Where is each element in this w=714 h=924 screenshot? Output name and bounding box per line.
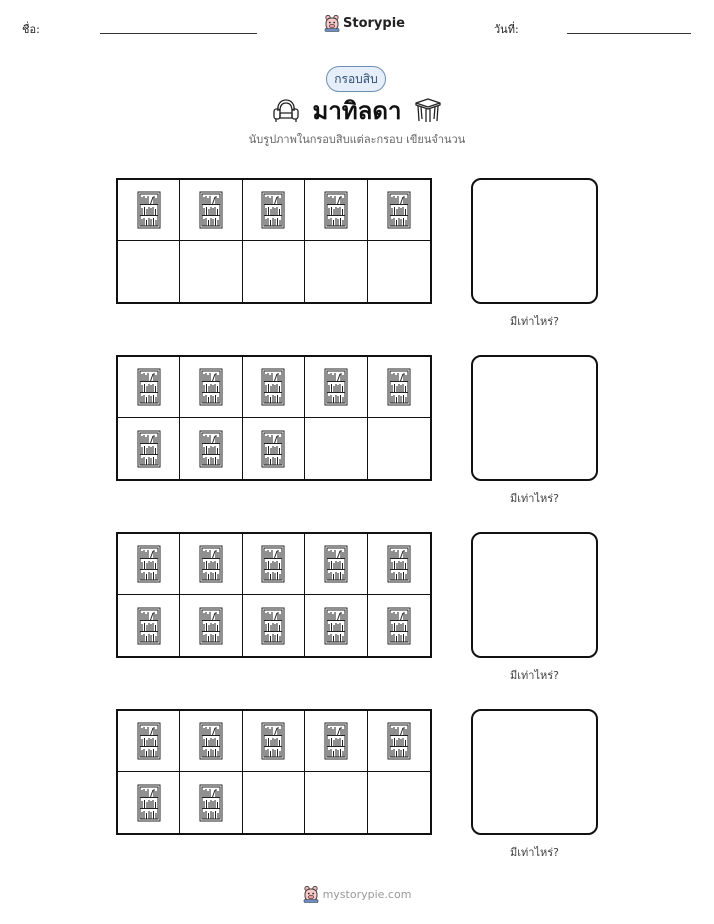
frame-cell bbox=[118, 418, 180, 479]
answer-box[interactable] bbox=[471, 178, 598, 304]
bookshelf-icon bbox=[261, 368, 285, 406]
question-label: มีเท่าไหร่? bbox=[510, 492, 559, 505]
frame-cell bbox=[368, 711, 430, 772]
bookshelf-icon bbox=[324, 722, 348, 760]
brand-name: Storypie bbox=[343, 15, 405, 31]
bookshelf-icon bbox=[324, 368, 348, 406]
pig-mascot-icon bbox=[324, 14, 340, 32]
frame-cell bbox=[243, 595, 305, 656]
frame-cell bbox=[305, 534, 367, 595]
bookshelf-icon bbox=[199, 722, 223, 760]
frame-cell bbox=[243, 534, 305, 595]
question-label: มีเท่าไหร่? bbox=[510, 669, 559, 682]
bookshelf-icon bbox=[387, 607, 411, 645]
bookshelf-icon bbox=[137, 784, 161, 822]
frame-cell bbox=[305, 357, 367, 418]
bookshelf-icon bbox=[137, 722, 161, 760]
frame-cell bbox=[305, 241, 367, 302]
frame-3 bbox=[116, 532, 432, 658]
frame-cell bbox=[368, 534, 430, 595]
frame-cell bbox=[368, 418, 430, 479]
frame-cell bbox=[118, 534, 180, 595]
question-label: มีเท่าไหร่? bbox=[510, 315, 559, 328]
date-label: วันที่: bbox=[494, 23, 519, 36]
frame-cell bbox=[368, 595, 430, 656]
frame-cell bbox=[305, 418, 367, 479]
frame-cell bbox=[118, 241, 180, 302]
answer-box[interactable] bbox=[471, 709, 598, 835]
bookshelf-icon bbox=[324, 607, 348, 645]
answer-box[interactable] bbox=[471, 532, 598, 658]
brand-logo bbox=[324, 12, 405, 34]
frame-2 bbox=[116, 355, 432, 481]
frame-cell bbox=[118, 180, 180, 241]
armchair-icon bbox=[271, 95, 301, 125]
frame-cell bbox=[368, 180, 430, 241]
date-line[interactable] bbox=[567, 33, 691, 34]
bookshelf-icon bbox=[261, 607, 285, 645]
frame-cell bbox=[180, 241, 242, 302]
bookshelf-icon bbox=[261, 430, 285, 468]
bookshelf-icon bbox=[137, 191, 161, 229]
bookshelf-icon bbox=[137, 368, 161, 406]
frame-cell bbox=[243, 772, 305, 833]
bookshelf-icon bbox=[199, 545, 223, 583]
bookshelf-icon bbox=[261, 722, 285, 760]
frame-cell bbox=[368, 241, 430, 302]
frame-cell bbox=[305, 772, 367, 833]
frame-cell bbox=[180, 711, 242, 772]
worksheet-type-badge: กรอบสิบ bbox=[326, 66, 386, 92]
frame-4 bbox=[116, 709, 432, 835]
footer-site: mystorypie.com bbox=[322, 887, 412, 901]
frame-cell bbox=[118, 595, 180, 656]
answer-box[interactable] bbox=[471, 355, 598, 481]
frame-cell bbox=[243, 711, 305, 772]
title-row bbox=[0, 92, 714, 128]
frame-cell bbox=[118, 711, 180, 772]
bookshelf-icon bbox=[261, 191, 285, 229]
worksheet-title: มาทิลดา bbox=[312, 96, 402, 125]
question-label: มีเท่าไหร่? bbox=[510, 846, 559, 859]
bookshelf-icon bbox=[137, 607, 161, 645]
frame-cell bbox=[118, 357, 180, 418]
frame-cell bbox=[243, 180, 305, 241]
bookshelf-icon bbox=[137, 430, 161, 468]
frame-cell bbox=[368, 772, 430, 833]
frame-cell bbox=[180, 595, 242, 656]
bookshelf-icon bbox=[387, 545, 411, 583]
frame-cell bbox=[305, 711, 367, 772]
frame-cell bbox=[305, 595, 367, 656]
frame-1 bbox=[116, 178, 432, 304]
bookshelf-icon bbox=[324, 191, 348, 229]
bookshelf-icon bbox=[199, 368, 223, 406]
frame-cell bbox=[180, 534, 242, 595]
bookshelf-icon bbox=[199, 784, 223, 822]
bookshelf-icon bbox=[387, 368, 411, 406]
pig-mascot-icon bbox=[303, 885, 319, 903]
frame-cell bbox=[368, 357, 430, 418]
frame-cell bbox=[243, 357, 305, 418]
frame-cell bbox=[180, 418, 242, 479]
bookshelf-icon bbox=[199, 430, 223, 468]
frame-cell bbox=[180, 357, 242, 418]
footer bbox=[0, 885, 714, 903]
frame-cell bbox=[243, 241, 305, 302]
bookshelf-icon bbox=[324, 545, 348, 583]
frame-cell bbox=[118, 772, 180, 833]
stool-icon bbox=[413, 95, 443, 125]
bookshelf-icon bbox=[199, 191, 223, 229]
frame-cell bbox=[180, 772, 242, 833]
bookshelf-icon bbox=[199, 607, 223, 645]
frame-cell bbox=[180, 180, 242, 241]
bookshelf-icon bbox=[387, 722, 411, 760]
frame-cell bbox=[305, 180, 367, 241]
bookshelf-icon bbox=[387, 191, 411, 229]
name-label: ชื่อ: bbox=[22, 23, 40, 36]
instructions: นับรูปภาพในกรอบสิบแต่ละกรอบ เขียนจำนวน bbox=[248, 133, 466, 146]
frame-cell bbox=[243, 418, 305, 479]
name-line[interactable] bbox=[100, 33, 257, 34]
bookshelf-icon bbox=[261, 545, 285, 583]
bookshelf-icon bbox=[137, 545, 161, 583]
